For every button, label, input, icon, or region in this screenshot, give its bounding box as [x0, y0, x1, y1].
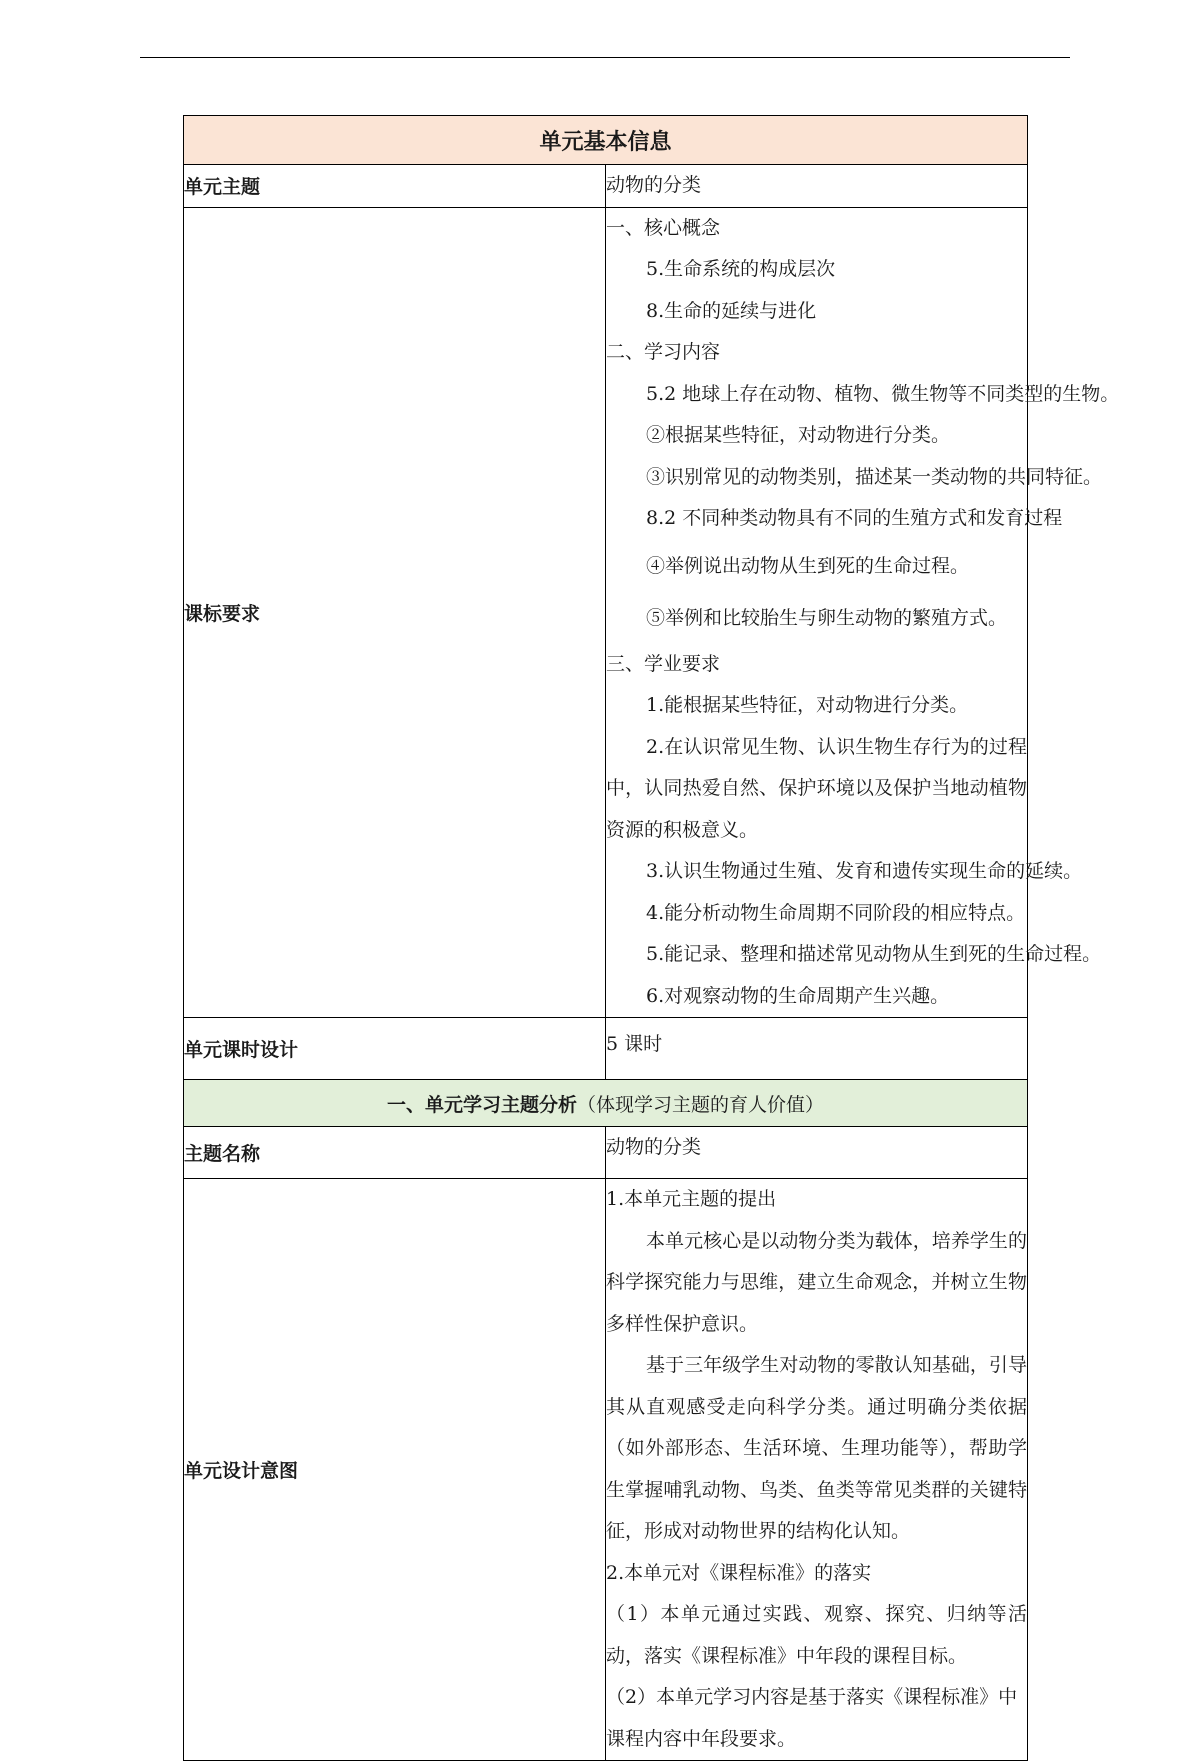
section-header-basic-info: 单元基本信息	[184, 116, 1028, 165]
label-topic-name: 主题名称	[184, 1127, 606, 1179]
standards-line: 一、核心概念	[606, 216, 721, 239]
value-hours: 5 课时	[606, 1018, 1028, 1080]
intent-line: 本单元核心是以动物分类为载体，培养学生的科学探究能力与思维，建立生命观念，并树立生物多样性保护意识。	[606, 1229, 1027, 1335]
standards-line: 3.认识生物通过生殖、发育和遗传实现生命的延续。	[646, 860, 1083, 882]
standards-line: 4.能分析动物生命周期不同阶段的相应特点。	[646, 901, 1026, 924]
standards-line: 5.2 地球上存在动物、植物、微生物等不同类型的生物。	[646, 382, 1120, 405]
intent-line: （2）本单元学习内容是基于落实《课程标准》中课程内容中年段要求。	[606, 1686, 1018, 1750]
standards-line: 二、学习内容	[606, 341, 721, 363]
label-hours: 单元课时设计	[184, 1018, 606, 1080]
value-design-intent	[606, 1179, 1028, 1761]
label-design-intent: 单元设计意图	[184, 1179, 606, 1761]
label-standards: 课标要求	[184, 207, 606, 1018]
section-header-topic-analysis: 一、单元学习主题分析（体现学习主题的育人价值）	[184, 1080, 1028, 1127]
label-unit-theme: 单元主题	[184, 165, 606, 208]
value-unit-theme: 动物的分类	[606, 165, 1028, 208]
value-topic-name: 动物的分类	[606, 1127, 1028, 1179]
standards-line: ②根据某些特征，对动物进行分类。	[646, 424, 951, 446]
standards-line: 1.能根据某些特征，对动物进行分类。	[646, 694, 969, 716]
unit-info-table	[183, 115, 1120, 1761]
standards-line: 5.生命系统的构成层次	[646, 258, 836, 280]
header-rule	[140, 57, 1070, 58]
standards-line: 三、学业要求	[606, 652, 721, 675]
standards-line: ⑤举例和比较胎生与卵生动物的繁殖方式。	[646, 606, 1008, 629]
value-standards	[606, 207, 1120, 1018]
intent-line: 1.本单元主题的提出	[606, 1188, 777, 1210]
standards-line: ④举例说出动物从生到死的生命过程。	[646, 554, 970, 577]
standards-line: ③识别常见的动物类别，描述某一类动物的共同特征。	[646, 465, 1103, 488]
standards-line: 2.在认识常见生物、认识生物生存行为的过程中，认同热爱自然、保护环境以及保护当地动植物资源的积极意义。	[606, 735, 1027, 841]
intent-line: 2.本单元对《课程标准》的落实	[606, 1561, 872, 1584]
standards-line: 8.2 不同种类动物具有不同的生殖方式和发育过程	[646, 507, 1063, 529]
standards-line: 6.对观察动物的生命周期产生兴趣。	[646, 984, 950, 1007]
intent-line: 基于三年级学生对动物的零散认知基础，引导其从直观感受走向科学分类。通过明确分类依据（如外部形态、生活环境、生理功能等），帮助学生掌握哺乳动物、鸟类、鱼类等常见类群的关键特征，形成对动物世界的结构化认知。	[606, 1354, 1027, 1542]
intent-line: （1）本单元通过实践、观察、探究、归纳等活动，落实《课程标准》中年段的课程目标。	[606, 1603, 1027, 1667]
standards-line: 8.生命的延续与进化	[646, 299, 817, 322]
standards-line: 5.能记录、整理和描述常见动物从生到死的生命过程。	[646, 943, 1102, 965]
